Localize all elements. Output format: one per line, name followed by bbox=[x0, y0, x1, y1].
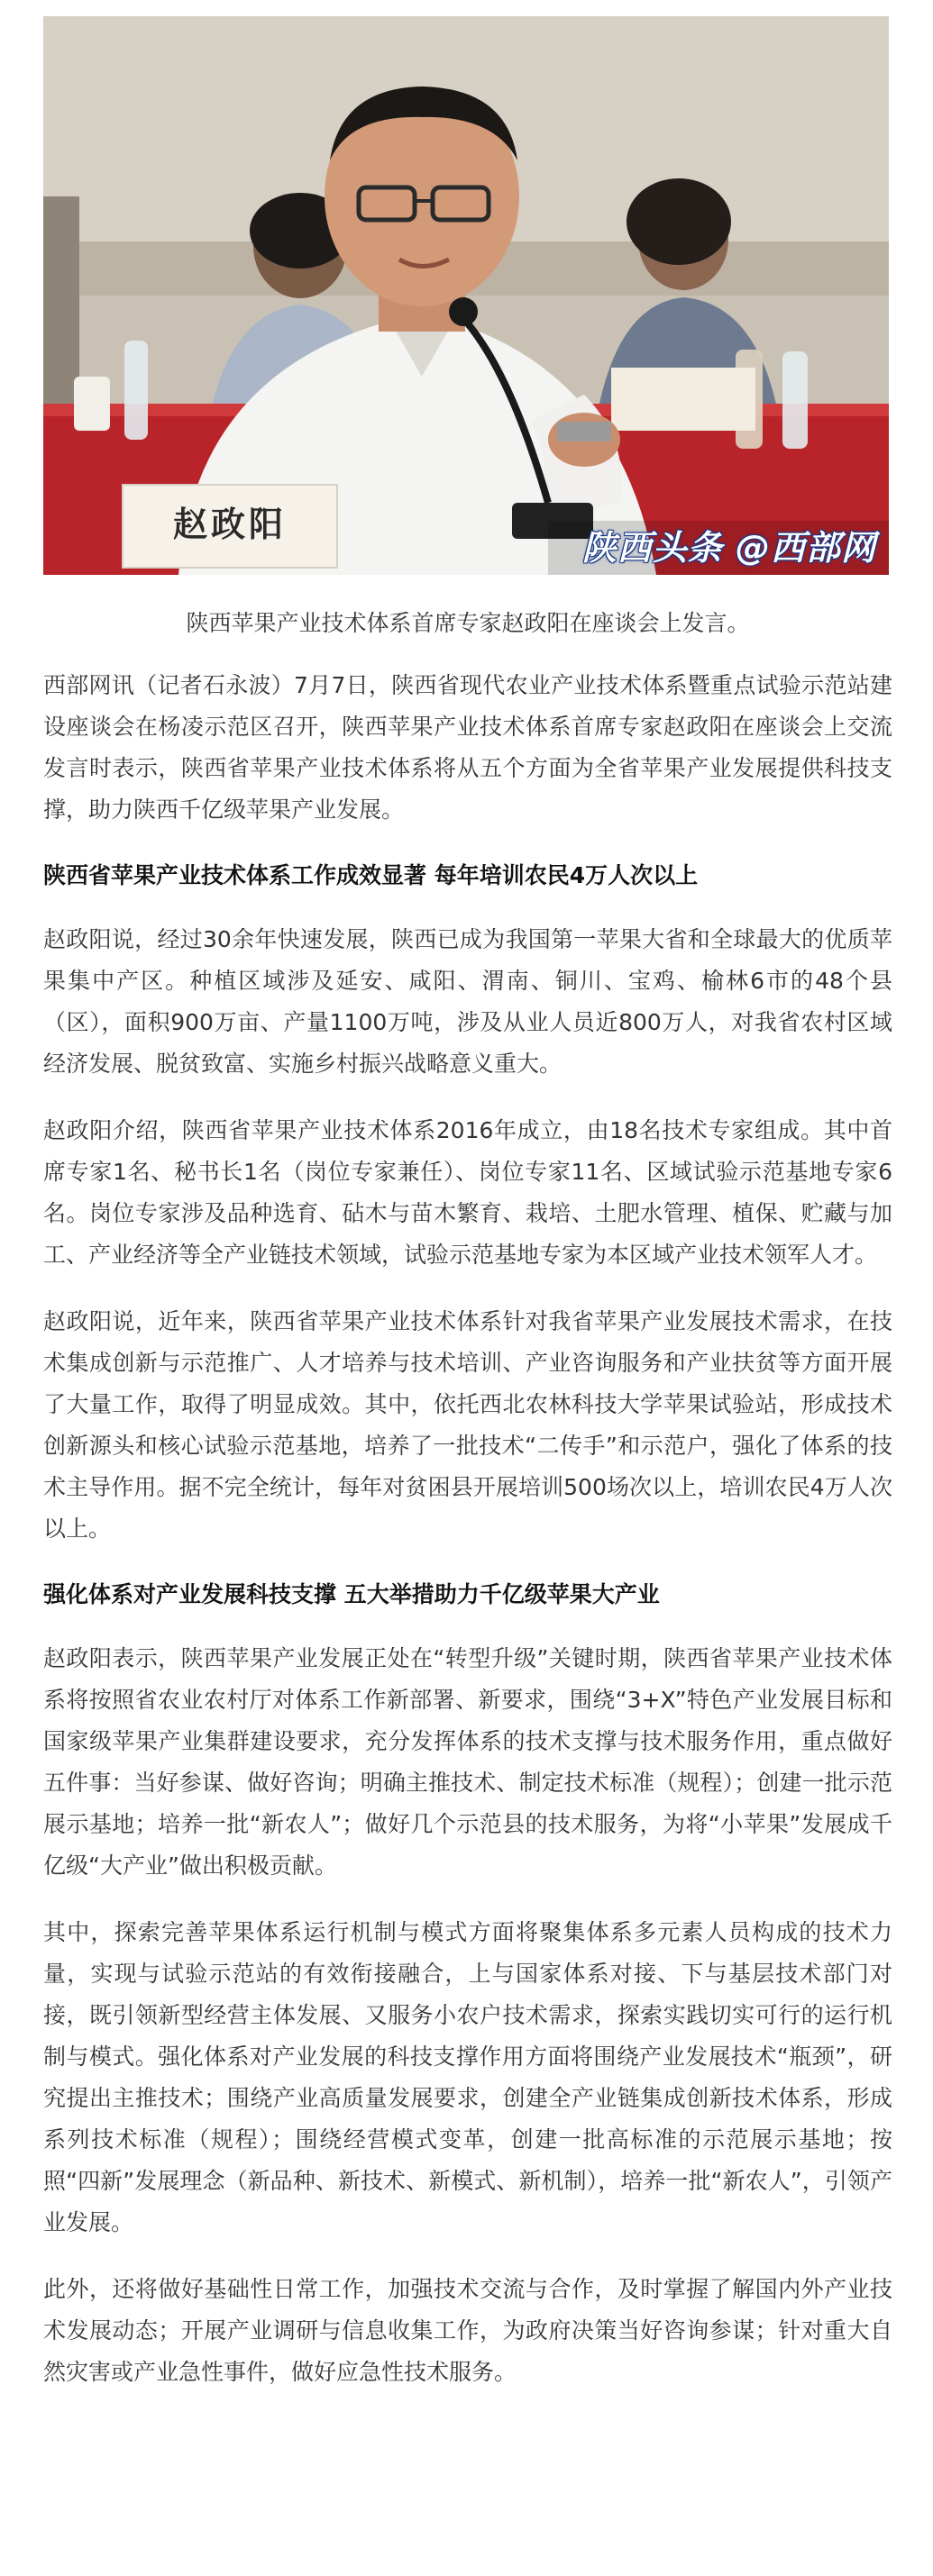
speaker-photo bbox=[43, 16, 889, 575]
article bbox=[43, 16, 892, 2393]
subheading-measures: 强化体系对产业发展科技支撑 五大举措助力千亿级苹果大产业 bbox=[43, 1581, 660, 1607]
paragraph-lead: 西部网讯（记者石永波）7月7日，陕西省现代农业产业技术体系暨重点试验示范站建设座谈会在杨凌示范区召开，陕西苹果产业技术体系首席专家赵政阳在座谈会上交流发言时表示，陕西省苹果产业技术体系将从五个方面为全省苹果产业发展提供科技支撑，助力陕西千亿级苹果产业发展。 bbox=[43, 672, 892, 823]
paragraph: 赵政阳说，经过30余年快速发展，陕西已成为我国第一苹果大省和全球最大的优质苹果集中产区。种植区域涉及延安、咸阳、渭南、铜川、宝鸡、榆林6市的48个县（区），面积900万亩、产量1100万吨，涉及从业人员近800万人，对我省农村区域经济发展、脱贫致富、实施乡村振兴战略意义重大。 bbox=[43, 926, 892, 1077]
paragraph: 赵政阳说，近年来，陕西省苹果产业技术体系针对我省苹果产业发展技术需求，在技术集成创新与示范推广、人才培养与技术培训、产业咨询服务和产业扶贫等方面开展了大量工作，取得了明显成效。其中，依托西北农林科技大学苹果试验站，形成技术创新源头和核心试验示范基地，培养了一批技术“二传手”和示范户，强化了体系的技术主导作用。据不完全统计，每年对贫困县开展培训500场次以上，培训农民4万人次以上。 bbox=[43, 1308, 892, 1542]
photo-caption: 陕西苹果产业技术体系首席专家赵政阳在座谈会上发言。 bbox=[186, 610, 750, 636]
subheading-achievements: 陕西省苹果产业技术体系工作成效显著 每年培训农民4万人次以上 bbox=[43, 862, 699, 888]
paragraph: 赵政阳表示，陕西苹果产业发展正处在“转型升级”关键时期，陕西省苹果产业技术体系将按照省农业农村厅对体系工作新部署、新要求，围绕“3+X”特色产业发展目标和国家级苹果产业集群建设要求，充分发挥体系的技术支撑与技术服务作用，重点做好五件事：当好参谋、做好咨询；明确主推技术、制定技术标准（规程）；创建一批示范展示基地；培养一批“新农人”；做好几个示范县的技术服务，为将“小苹果”发展成千亿级“大产业”做出积极贡献。 bbox=[43, 1645, 892, 1879]
nameplate-text: 赵政阳 bbox=[172, 504, 287, 544]
photo-watermark: 陕西头条 @西部网 bbox=[581, 528, 876, 568]
paragraph: 其中，探索完善苹果体系运行机制与模式方面将聚集体系多元素人员构成的技术力量，实现与试验示范站的有效衔接融合，上与国家体系对接、下与基层技术部门对接，既引领新型经营主体发展、又服务小农户技术需求，探索实践切实可行的运行机制与模式。强化体系对产业发展的科技支撑作用方面将围绕产业发展技术“瓶颈”，研究提出主推技术；围绕产业高质量发展要求，创建全产业链集成创新技术体系，形成系列技术标准（规程）；围绕经营模式变革，创建一批高标准的示范展示基地；按照“四新”发展理念（新品种、新技术、新模式、新机制），培养一批“新农人”，引领产业发展。 bbox=[43, 1919, 892, 2235]
paragraph: 赵政阳介绍，陕西省苹果产业技术体系2016年成立，由18名技术专家组成。其中首席专家1名、秘书长1名（岗位专家兼任）、岗位专家11名、区域试验示范基地专家6名。岗位专家涉及品种选育、砧木与苗木繁育、栽培、土肥水管理、植保、贮藏与加工、产业经济等全产业链技术领域，试验示范基地专家为本区域产业技术领军人才。 bbox=[43, 1117, 892, 1268]
paragraph: 此外，还将做好基础性日常工作，加强技术交流与合作，及时掌握了解国内外产业技术发展动态；开展产业调研与信息收集工作，为政府决策当好咨询参谋；针对重大自然灾害或产业急性事件，做好应急性技术服务。 bbox=[43, 2276, 892, 2385]
